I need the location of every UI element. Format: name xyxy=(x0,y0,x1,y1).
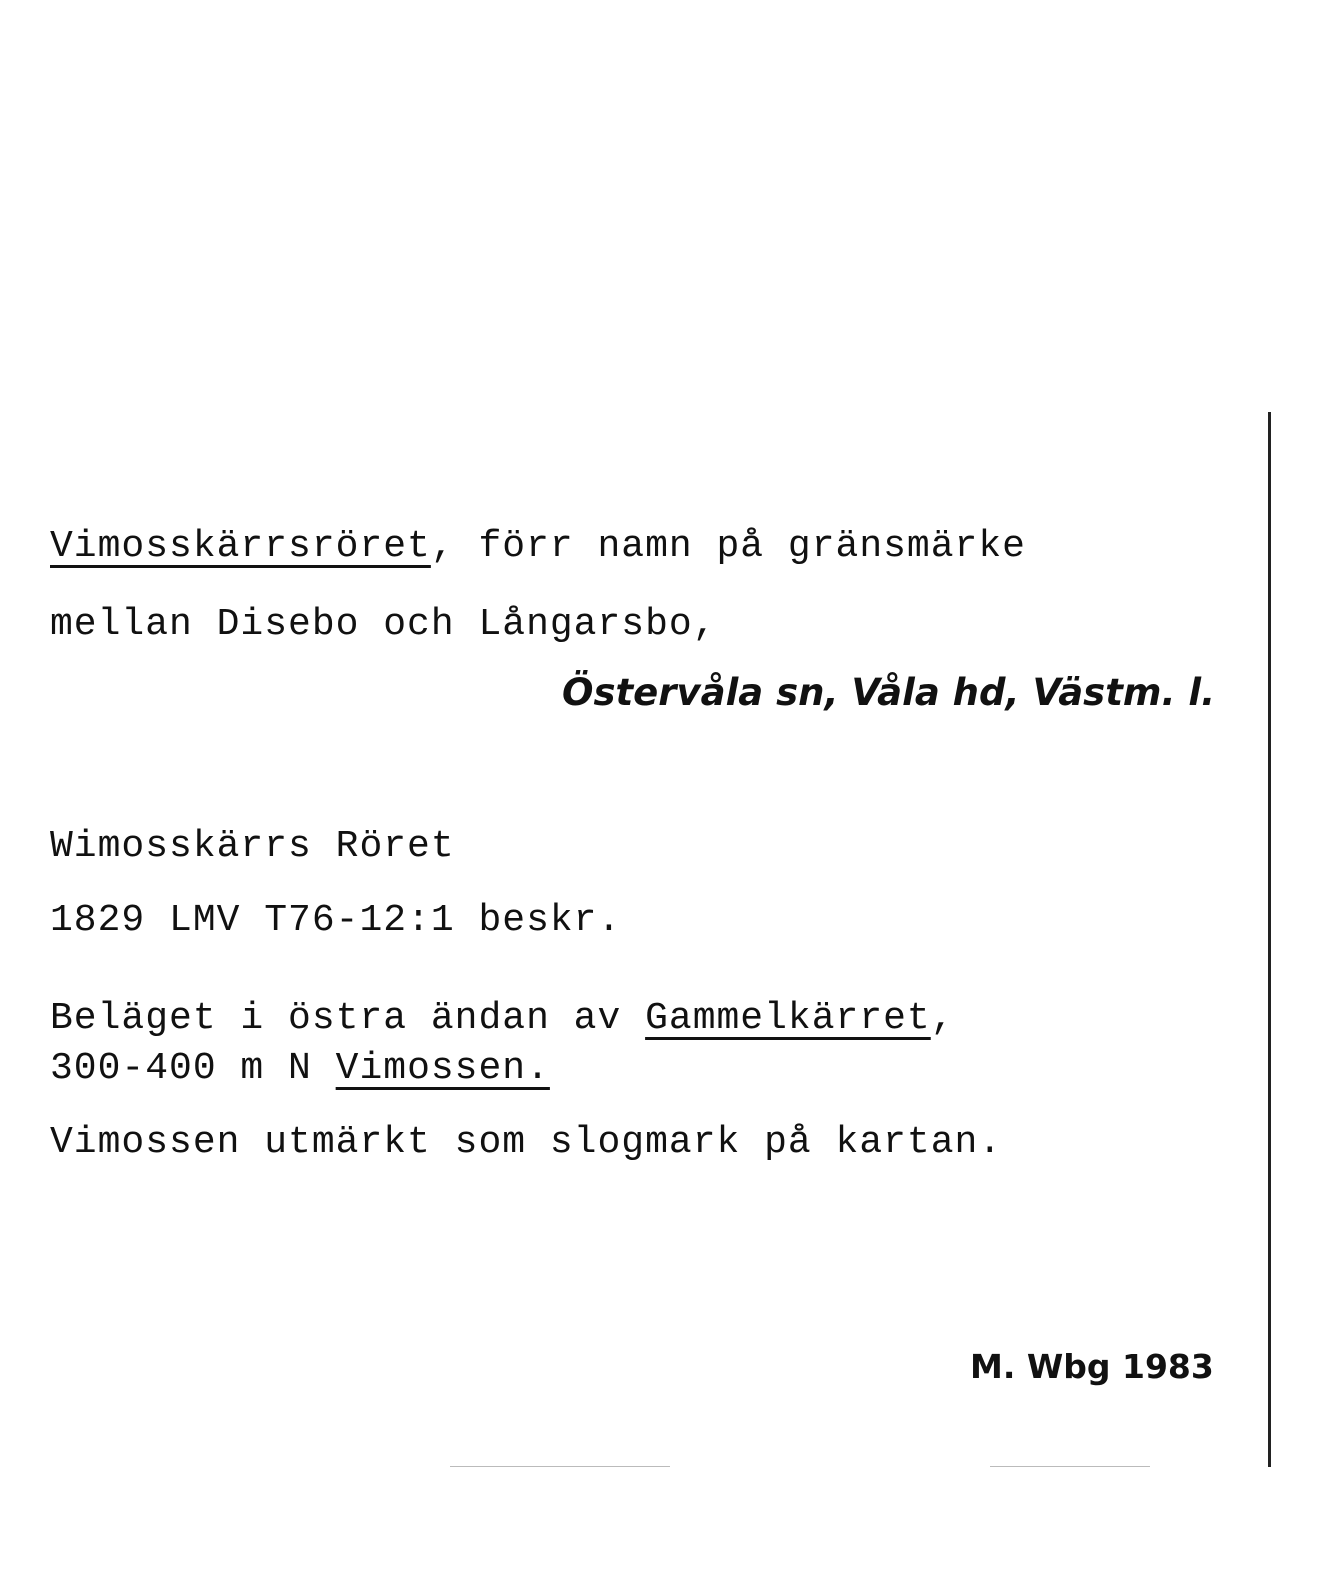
definition-line1: , förr namn på gränsmärke xyxy=(430,525,1026,568)
note-line2-prefix: 300-400 m N xyxy=(50,1047,336,1090)
headword: Vimosskärrsröret xyxy=(50,525,431,568)
card-bottom-edge-right xyxy=(990,1466,1150,1467)
headword-line xyxy=(50,525,1026,568)
place-name-vimossen: Vimossen. xyxy=(335,1047,550,1090)
note-line1-prefix: Beläget i östra ändan av xyxy=(50,997,646,1040)
source-reference: 1829 LMV T76-12:1 beskr. xyxy=(50,899,622,942)
location: Östervåla sn, Våla hd, Västm. l. xyxy=(562,671,1216,714)
source-form: Wimosskärrs Röret xyxy=(50,825,455,868)
note-line1-suffix: , xyxy=(930,997,955,1040)
card-edge-line xyxy=(1268,412,1271,1467)
definition-line2: mellan Disebo och Långarsbo, xyxy=(50,603,717,646)
signature: M. Wbg 1983 xyxy=(970,1347,1214,1386)
note-line1 xyxy=(50,997,955,1040)
card-bottom-edge xyxy=(450,1466,670,1467)
note-line2 xyxy=(50,1047,550,1090)
note-line3: Vimossen utmärkt som slogmark på kartan. xyxy=(50,1121,1003,1164)
place-name-gammelkarret: Gammelkärret xyxy=(645,997,931,1040)
